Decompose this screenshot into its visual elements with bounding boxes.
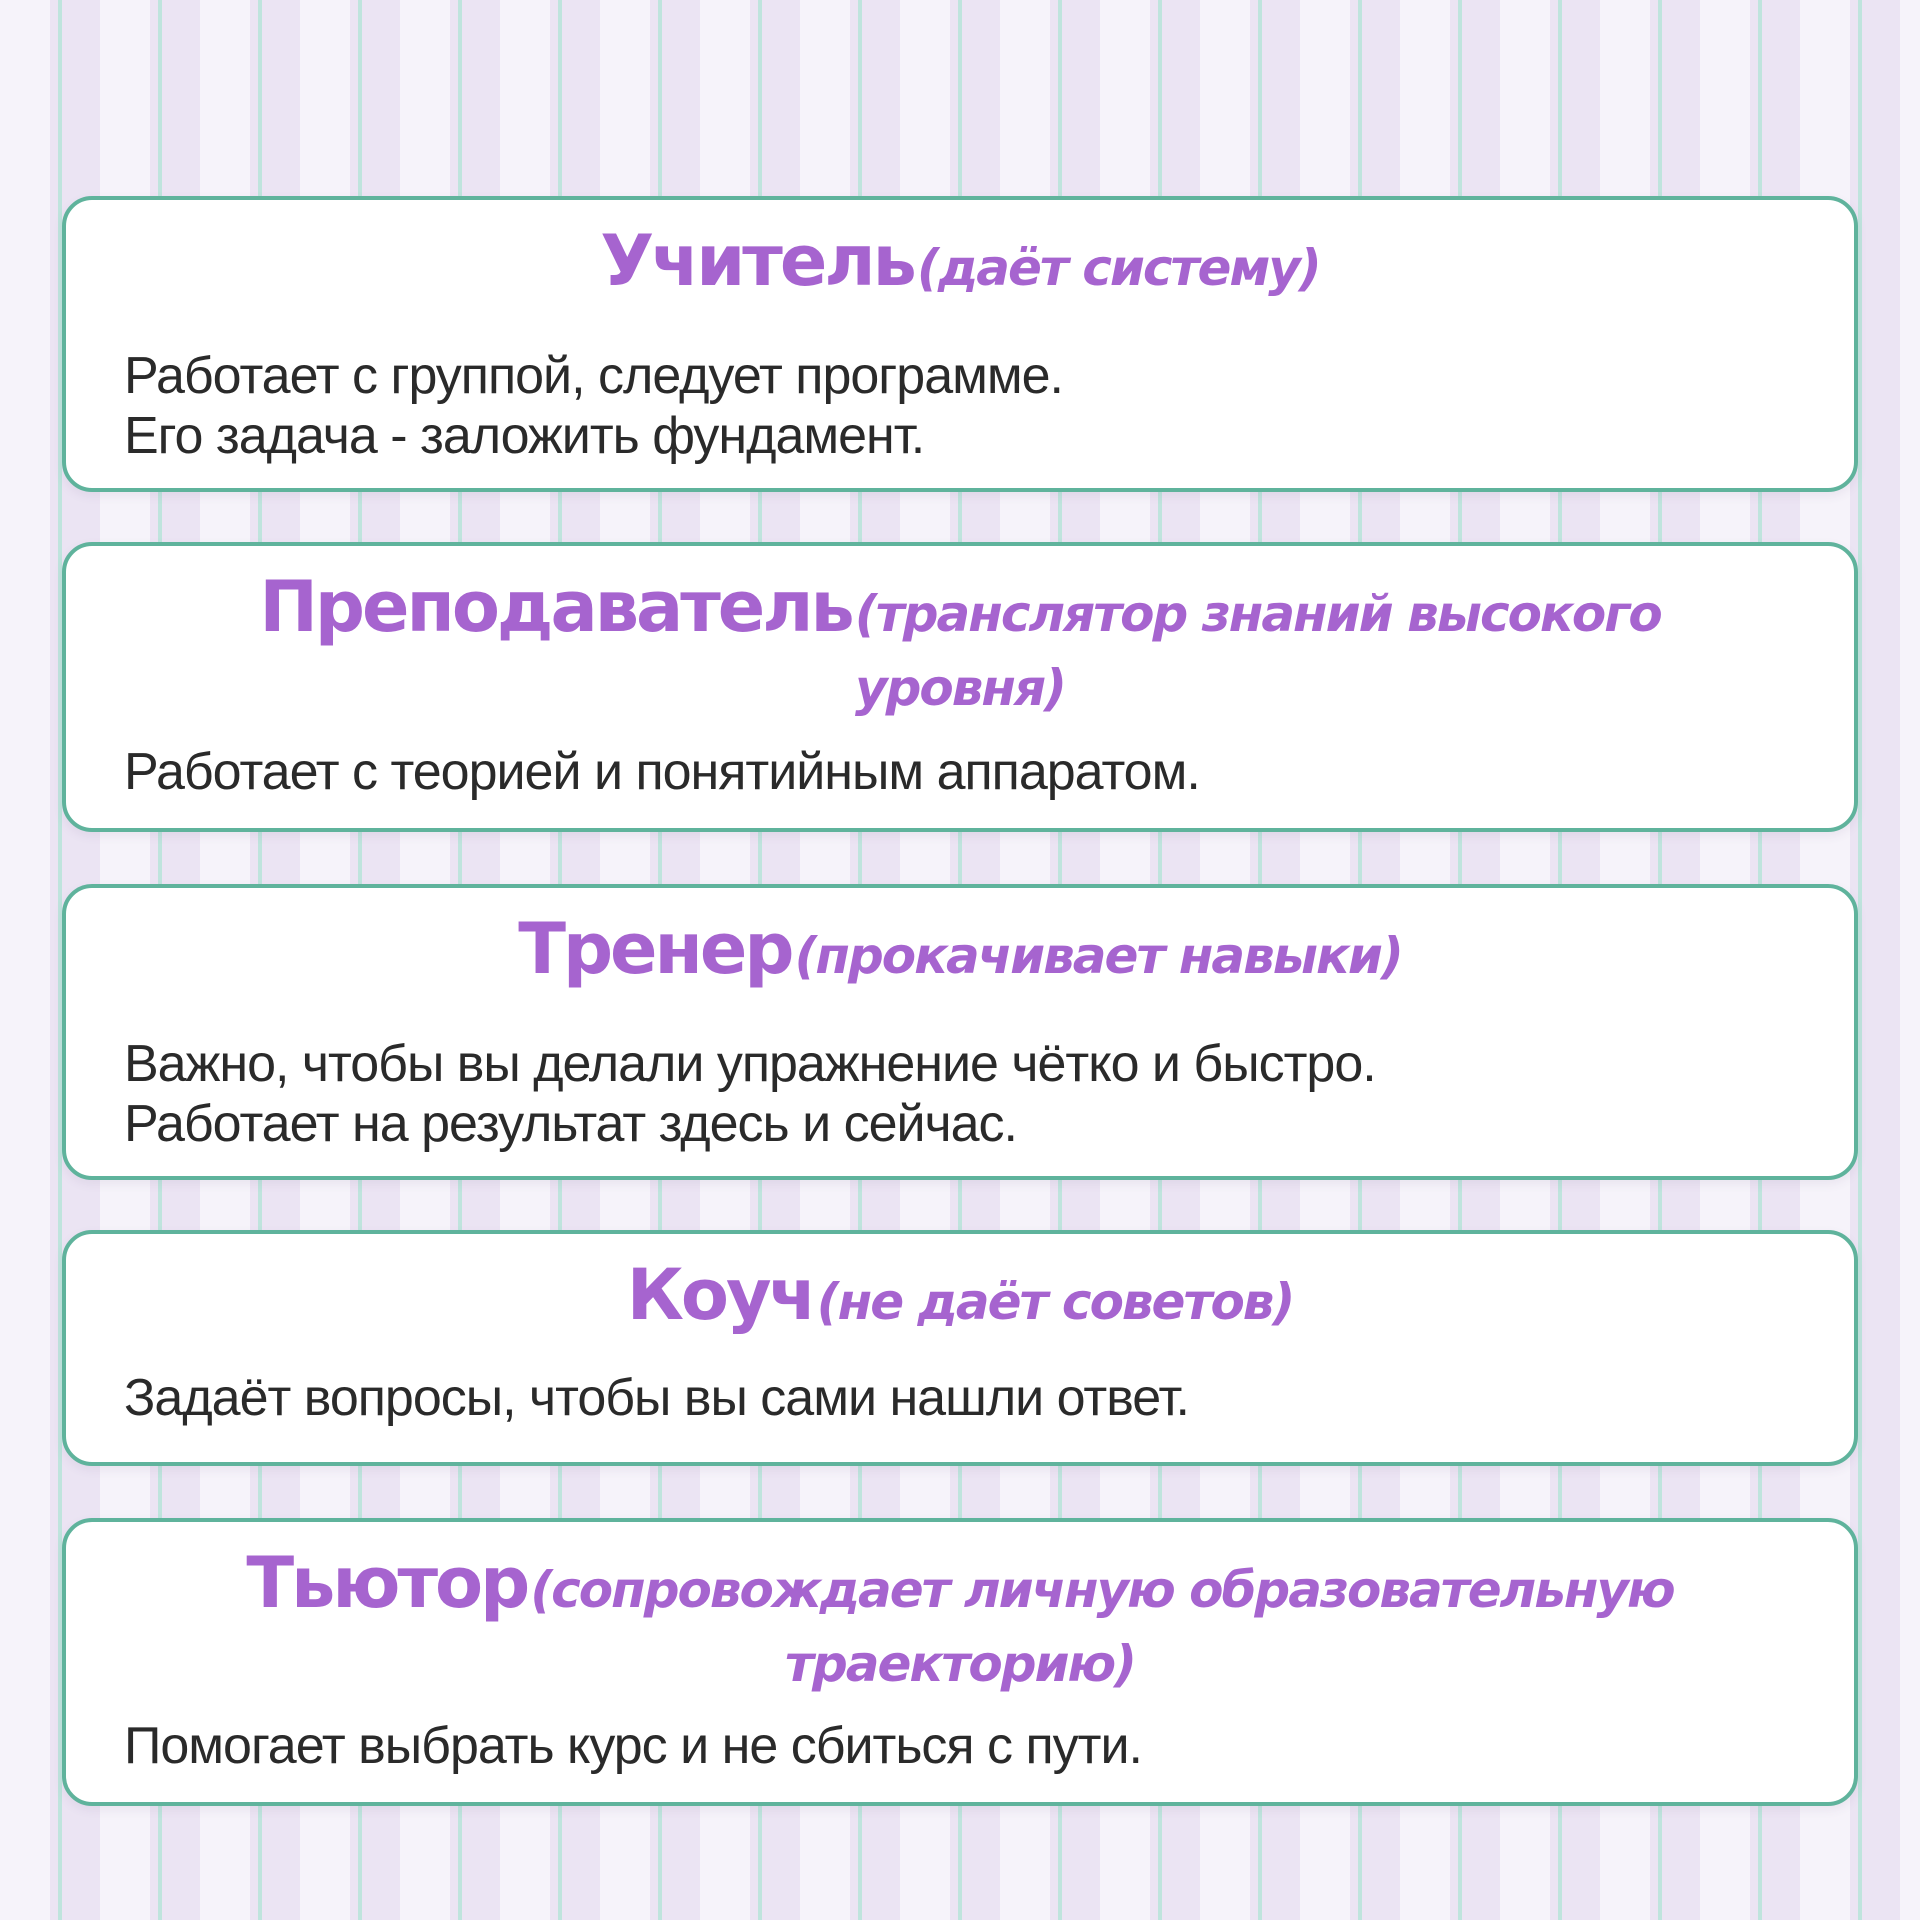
card-coach [62, 1230, 1858, 1466]
card-description [124, 1034, 1814, 1154]
card-lecturer [62, 542, 1858, 832]
card-title [86, 1254, 1834, 1345]
card-teacher [62, 196, 1858, 492]
description-line: Его задача - заложить фундамент. [124, 407, 925, 465]
role-name: Коуч [626, 1254, 814, 1336]
role-name: Учитель [600, 220, 914, 302]
description-line: Важно, чтобы вы делали упражнение чётко и быстро. [124, 1035, 1376, 1093]
description-line: Задаёт вопросы, чтобы вы сами нашли ответ. [124, 1369, 1189, 1427]
card-description [124, 1368, 1814, 1428]
card-title [86, 220, 1834, 311]
description-line: Работает с группой, следует программе. [124, 347, 1063, 405]
card-description [124, 346, 1814, 466]
card-trainer [62, 884, 1858, 1180]
description-line: Работает на результат здесь и сейчас. [124, 1095, 1018, 1153]
role-note: (сопровождает личную образовательную траекторию) [530, 1561, 1674, 1693]
role-note: (не даёт советов) [816, 1273, 1294, 1331]
card-title [246, 1542, 1674, 1707]
role-note: (даёт систему) [916, 239, 1320, 297]
card-title [156, 566, 1764, 731]
card-tutor [62, 1518, 1858, 1806]
role-name: Тьютор [246, 1542, 528, 1624]
role-name: Тренер [518, 908, 792, 990]
role-name: Преподаватель [259, 566, 852, 648]
description-line: Работает с теорией и понятийным аппаратом. [124, 743, 1200, 801]
card-description [124, 1716, 1814, 1776]
card-description [124, 742, 1814, 802]
role-note: (прокачивает навыки) [794, 927, 1402, 985]
description-line: Помогает выбрать курс и не сбиться с пути. [124, 1717, 1142, 1775]
role-note: (транслятор знаний высокого уровня) [854, 585, 1661, 717]
card-title [86, 908, 1834, 999]
